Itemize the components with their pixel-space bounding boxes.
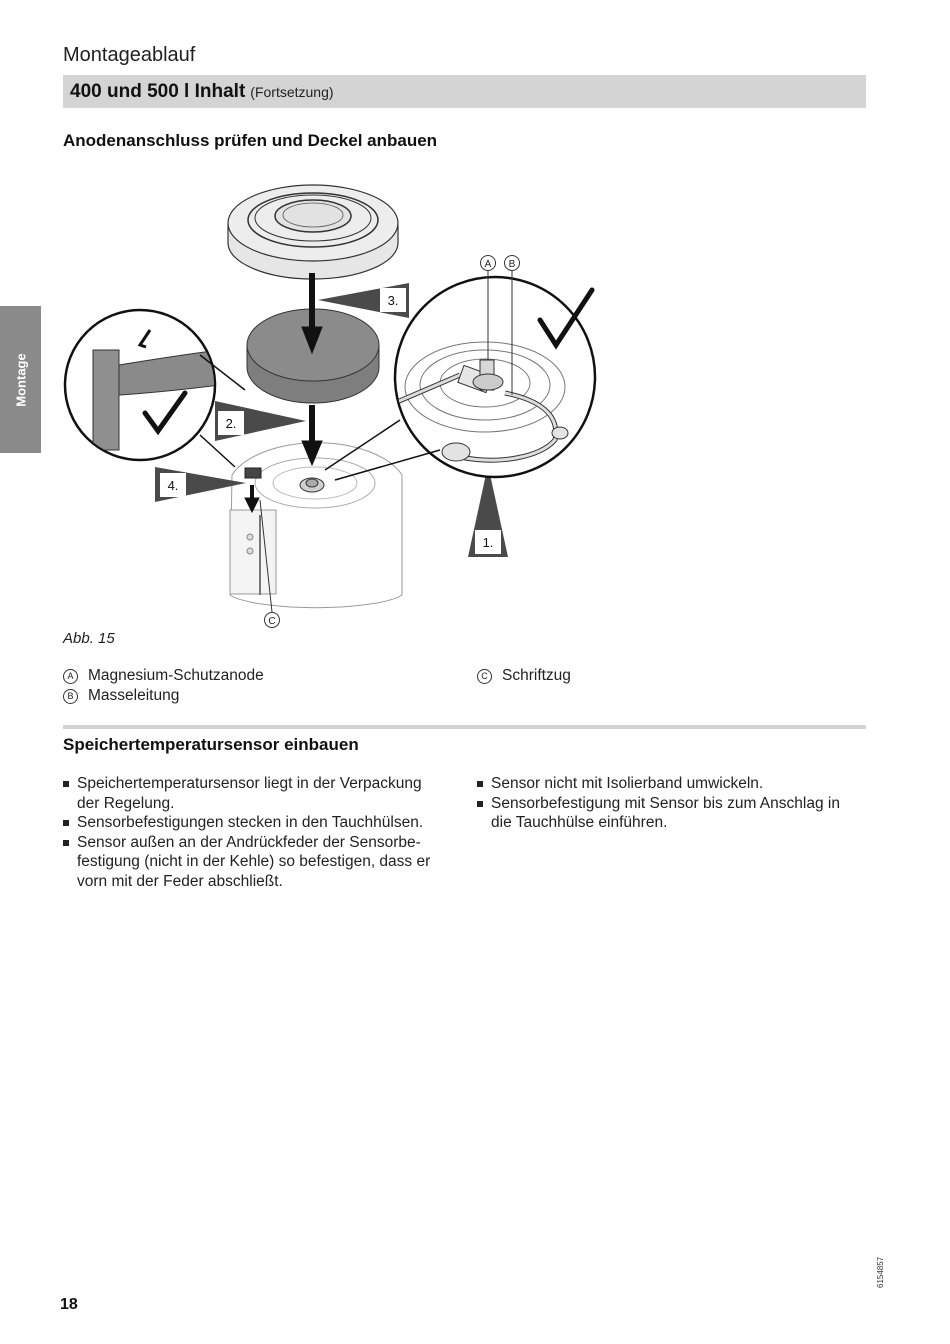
sensor-instructions-left: [63, 774, 458, 891]
sensor-section-heading: Speichertemperatursensor einbauen: [63, 735, 359, 754]
legend-item-c: [477, 667, 571, 685]
section-title: 400 und 500 l Inhalt: [70, 80, 246, 102]
list-item: Speichertemperatursensor liegt in der Verpackung der Regelung.: [63, 774, 458, 813]
legend-key-c: C: [477, 669, 492, 684]
legend-key-b: B: [63, 689, 78, 704]
step-label-4: 4.: [167, 478, 179, 493]
callout-b: B: [508, 259, 516, 270]
step-label-3: 3.: [387, 293, 399, 308]
legend-item-a: [63, 667, 264, 685]
side-tab-label: Montage: [13, 352, 28, 407]
installation-illustration: [60, 165, 620, 630]
step-label-1: 1.: [482, 535, 494, 550]
section-title-bar: [63, 75, 866, 108]
step-label-2: 2.: [225, 416, 237, 431]
lid-illustration: [228, 185, 398, 279]
page-number: 18: [60, 1296, 78, 1313]
detail-circle-left: [65, 310, 220, 460]
list-item: Sensorbefestigung mit Sensor bis zum Anschlag in die Tauchhülse einführen.: [477, 794, 872, 833]
section-divider: [63, 725, 866, 729]
legend-text-a: Magnesium-Schutzanode: [88, 667, 264, 684]
anode-nut-tank: [300, 478, 324, 492]
list-item: Sensor nicht mit Isolierband umwickeln.: [477, 774, 872, 794]
legend-text-b: Masseleitung: [88, 687, 180, 704]
figure-caption: Abb. 15: [63, 630, 115, 647]
label-clip: [245, 468, 261, 478]
installation-figure: [60, 165, 620, 630]
callout-c: C: [268, 616, 276, 627]
legend-key-a: A: [63, 669, 78, 684]
anode-section-heading: Anodenanschluss prüfen und Deckel anbauen: [63, 131, 438, 150]
legend-text-c: Schriftzug: [502, 667, 571, 684]
document-number: 6154857: [876, 1256, 885, 1288]
sensor-instructions-right: [477, 774, 872, 833]
legend-item-b: [63, 687, 179, 705]
list-item: Sensor außen an der Andrückfeder der Sensorbe- festigung (nicht in der Kehle) so befestigen, dass er vorn mit der Feder abschließt.: [63, 833, 458, 892]
section-continuation: (Fortsetzung): [250, 83, 334, 100]
list-item: Sensorbefestigungen stecken in den Tauchhülsen.: [63, 813, 458, 833]
callout-a: A: [484, 259, 492, 270]
side-tab: [0, 306, 41, 453]
detail-circle-right: [387, 277, 595, 477]
chapter-title: Montageablauf: [63, 44, 196, 66]
